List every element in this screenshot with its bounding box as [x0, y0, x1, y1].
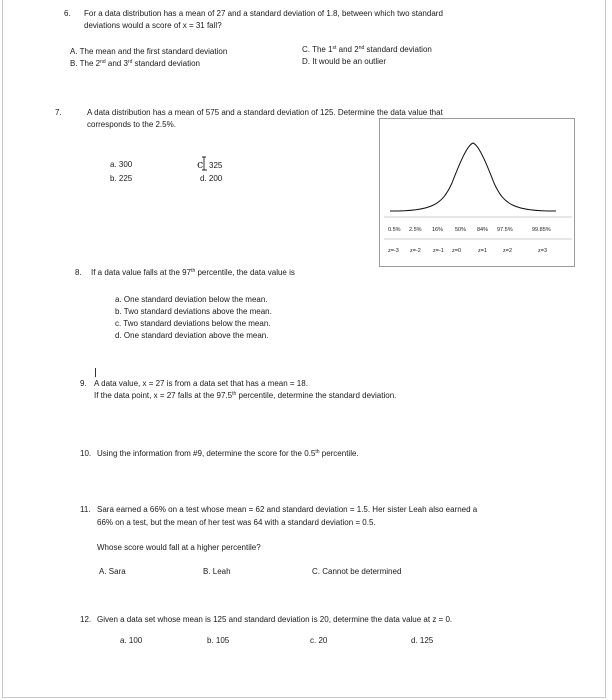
percentile-label: 0.5%	[388, 227, 401, 233]
percentile-label: 97.5%	[497, 227, 513, 233]
q7-option-c: 325	[209, 161, 223, 170]
z-score-label: z=-2	[410, 248, 421, 254]
q6-stem-line1: For a data distribution has a mean of 27 and a standard deviation of 1.8, between which two standard	[84, 9, 443, 18]
q11-option-c: C. Cannot be determined	[312, 567, 402, 576]
q7-number: 7.	[55, 108, 62, 117]
q8-option-a: a. One standard deviation below the mean.	[115, 295, 268, 304]
worksheet-page	[2, 0, 606, 698]
z-score-label: z=1	[478, 248, 488, 254]
q6-number: 6.	[64, 9, 71, 18]
q11-number: 11.	[80, 505, 91, 514]
q12-number: 12.	[80, 615, 92, 624]
q11-stem-line1: Sara earned a 66% on a test whose mean = 62 and standard deviation = 1.5. Her sister Leah also earned a	[97, 505, 478, 514]
q8-option-c: c. Two standard deviations below the mean.	[115, 319, 271, 328]
percentile-label: 84%	[477, 227, 489, 233]
q9-stem-line1: A data value, x = 27 is from a data set that has a mean = 18.	[94, 379, 308, 388]
q7-stem-line2: corresponds to the 2.5%.	[87, 120, 176, 129]
q7-option-d: d. 200	[200, 174, 223, 183]
q7-stem-line1: A data distribution has a mean of 575 and a standard deviation of 125. Determine the data value that	[87, 108, 443, 117]
q8-option-d: d. One standard deviation above the mean.	[115, 331, 269, 340]
q6-option-c: C. The 1st and 2nd standard deviation	[302, 45, 432, 54]
q6-option-a: A. The mean and the first standard deviation	[70, 47, 228, 56]
percentile-label: 16%	[432, 227, 444, 233]
q7-handwritten-bracket-icon	[201, 156, 209, 172]
q6-option-b: B. The 2nd and 3rd standard deviation	[70, 59, 200, 68]
q8-option-b: b. Two standard deviations above the mean.	[115, 307, 272, 316]
q12-option-a: a. 100	[120, 636, 143, 645]
q12-stem: Given a data set whose mean is 125 and standard deviation is 20, determine the data value at z = 0.	[97, 615, 453, 624]
q7-option-a: a. 300	[110, 160, 133, 169]
z-score-label: z=0	[452, 248, 462, 254]
q11-option-b: B. Leah	[203, 567, 231, 576]
q12-option-c: c. 20	[310, 636, 328, 645]
z-score-label: z=-1	[433, 248, 444, 254]
q9-number: 9.	[80, 379, 87, 388]
normal-curve-figure	[379, 118, 575, 267]
q11-option-a: A. Sara	[99, 567, 126, 576]
text-cursor-mark	[95, 368, 96, 377]
bell-curve-graphic	[380, 119, 576, 268]
q6-stem-line2: deviations would a score of x = 31 fall?	[84, 21, 222, 30]
z-score-label: z=3	[538, 248, 548, 254]
q7-handwritten-mark: c	[197, 158, 204, 171]
q10-number: 10.	[80, 449, 92, 458]
q9-stem-line2: If the data point, x = 27 falls at the 97.5th percentile, determine the standard deviation.	[94, 391, 397, 400]
q11-stem-line2: 66% on a test, but the mean of her test was 64 with a standard deviation = 0.5.	[97, 518, 376, 527]
q12-option-b: b. 105	[207, 636, 230, 645]
percentile-label: 2.5%	[409, 227, 422, 233]
percentile-label: 99.85%	[532, 227, 551, 233]
q8-stem: If a data value falls at the 97th percentile, the data value is	[91, 268, 295, 277]
q11-question: Whose score would fall at a higher percentile?	[97, 543, 261, 552]
q12-option-d: d. 125	[411, 636, 434, 645]
z-score-label: z=2	[503, 248, 513, 254]
z-score-label: z=-3	[388, 248, 399, 254]
q7-option-b: b. 225	[110, 174, 133, 183]
percentile-label: 50%	[455, 227, 467, 233]
q8-number: 8.	[75, 268, 82, 277]
q6-option-d: D. It would be an outlier	[302, 57, 387, 66]
q10-stem: Using the information from #9, determine the score for the 0.5th percentile.	[97, 449, 359, 458]
